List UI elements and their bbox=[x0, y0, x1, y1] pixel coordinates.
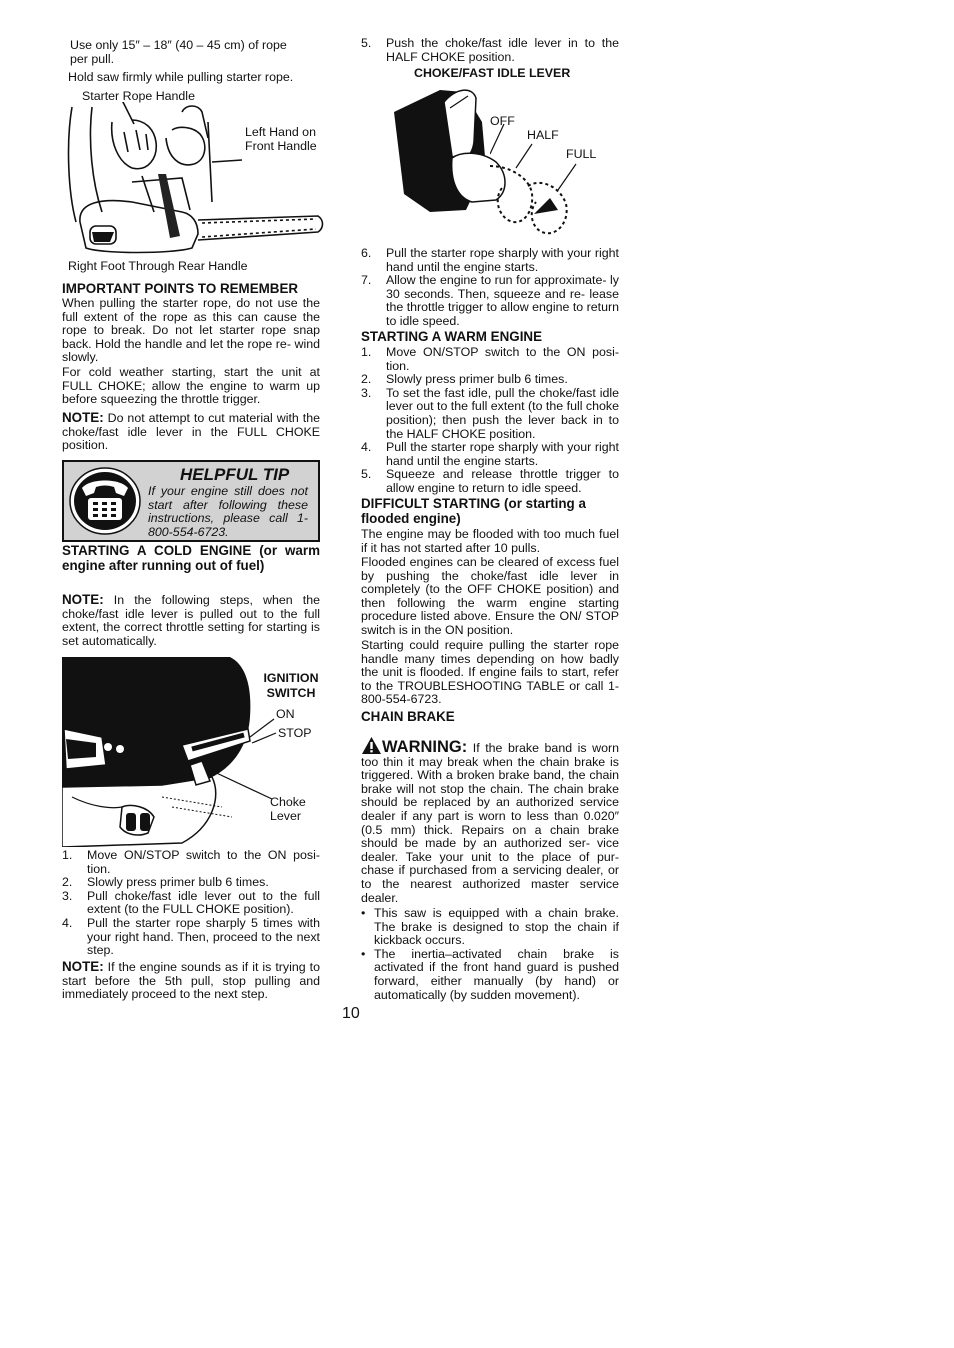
note-text: If the engine sounds as if it is trying to start before the 5th pull, stop pulling and immediately proceed to the next step. bbox=[62, 960, 320, 1002]
list-item: • The inertia–activated chain brake is activated if the front hand guard is pushed forward, either manually (by hand) or automatically (by sudden movement). bbox=[361, 946, 619, 1002]
list-item: 5. Push the choke/fast idle lever in to the HALF CHOKE position. bbox=[361, 36, 619, 64]
list-item: 5. Squeeze and release throttle trigger to allow engine to return to idle speed. bbox=[361, 467, 619, 495]
rope-length-instruction: Use only 15″ – 18″ (40 – 45 cm) of rope per pull. bbox=[70, 38, 287, 66]
chainsaw-start-illustration bbox=[62, 102, 324, 262]
page-number: 10 bbox=[342, 1005, 360, 1022]
list-item: 1. Move ON/STOP switch to the ON posi- tion. bbox=[361, 345, 619, 373]
list-item: • This saw is equipped with a chain brake. The brake is designed to stop the chain if kickback occurs. bbox=[361, 906, 619, 948]
list-item: 3. To set the fast idle, pull the choke/fast idle lever out to the full extent (to the full choke position); then push the lever back in to the HALF CHOKE position. bbox=[361, 385, 619, 441]
ignition-switch-figure bbox=[62, 657, 324, 847]
difficult-starting-heading: DIFFICULT STARTING (or starting a flooded engine) bbox=[361, 496, 586, 526]
helpful-tip-text: If your engine still does not start after following these instructions, please call 1-800-554-6723. bbox=[148, 484, 308, 539]
list-item: 4. Pull the starter rope sharply with your right hand until the engine starts. bbox=[361, 440, 619, 468]
important-points-heading: IMPORTANT POINTS TO REMEMBER bbox=[62, 281, 299, 296]
difficult-starting-para-1: The engine may be flooded with too much fuel if it has not started after 10 pulls. bbox=[361, 527, 619, 555]
chain-brake-heading: CHAIN BRAKE bbox=[361, 709, 455, 724]
important-points-para-1: When pulling the starter rope, do not use the full extent of the rope as this can cause the rope to break. Do not let starter rope snap back. Hold the handle and let the rope re- wind slowly. bbox=[62, 296, 320, 365]
helpful-tip-title: HELPFUL TIP bbox=[180, 465, 290, 484]
warm-engine-heading: STARTING A WARM ENGINE bbox=[361, 329, 543, 344]
warning-text: If the brake band is worn too thin it may break when the chain brake is triggered. With a broken brake band, the chain brake will not stop the chain. The chain brake should be replaced by an authorized service dealer if any part is worn to less than 0.020″ (0.5 mm) thick. Repairs on a chain brake should be made by an authorized ser- vice dealer. Take your unit to the place of pur- chase if purchased from a servicing dealer, or to the nearest authorized master service dealer. bbox=[361, 741, 619, 905]
warning-triangle-icon bbox=[361, 736, 382, 755]
full-label: FULL bbox=[566, 147, 597, 161]
note-label: NOTE: bbox=[62, 410, 104, 425]
note-label: NOTE: bbox=[62, 592, 104, 607]
choke-lever-title: CHOKE/FAST IDLE LEVER bbox=[414, 66, 571, 80]
hold-saw-instruction: Hold saw firmly while pulling starter rope. bbox=[68, 70, 294, 84]
left-hand-label: Left Hand on Front Handle bbox=[245, 125, 317, 153]
cold-engine-steps bbox=[62, 849, 320, 958]
helpful-tip-box bbox=[62, 460, 320, 542]
off-label: OFF bbox=[490, 114, 515, 128]
ignition-switch-label: IGNITION SWITCH bbox=[263, 671, 319, 700]
cold-engine-heading: STARTING A COLD ENGINE (or warm engine after running out of fuel) bbox=[62, 543, 320, 573]
list-item: 3. Pull choke/fast idle lever out to the full extent (to the FULL CHOKE position). bbox=[62, 888, 320, 917]
list-item: 2. Slowly press primer bulb 6 times. bbox=[62, 875, 269, 890]
note-text: Do not attempt to cut material with the choke/fast idle lever in the FULL CHOKE position. bbox=[62, 411, 320, 453]
note-text: In the following steps, when the choke/fast idle lever is pulled out to the full extent, the correct throttle setting for starting is set automatically. bbox=[62, 593, 320, 648]
chain-brake-warning bbox=[361, 736, 619, 905]
choke-lever-figure bbox=[390, 64, 620, 244]
starting-position-figure bbox=[62, 88, 324, 278]
on-label: ON bbox=[276, 707, 295, 721]
list-item: 2. Slowly press primer bulb 6 times. bbox=[361, 372, 568, 387]
cold-engine-note bbox=[62, 593, 320, 648]
important-note bbox=[62, 411, 320, 453]
stop-label: STOP bbox=[278, 726, 312, 740]
half-choke-step bbox=[361, 37, 619, 64]
note-label: NOTE: bbox=[62, 959, 104, 974]
warning-label: WARNING: bbox=[382, 738, 468, 756]
list-item: 6. Pull the starter rope sharply with your right hand until the engine starts. bbox=[361, 246, 619, 274]
chain-brake-bullets bbox=[361, 907, 619, 1002]
run-engine-steps bbox=[361, 247, 619, 329]
important-points-para-2: For cold weather starting, start the unit at FULL CHOKE; allow the engine to warm up before squeezing the throttle trigger. bbox=[62, 365, 320, 407]
difficult-starting-para-3: Starting could require pulling the starter rope handle many times depending on how badly the unit is flooded. If engine fails to start, refer to the TROUBLESHOOTING TABLE or call 1-800-554-6723. bbox=[361, 638, 619, 707]
right-foot-label: Right Foot Through Rear Handle bbox=[68, 259, 248, 273]
telephone-icon bbox=[68, 466, 142, 536]
list-item: 7. Allow the engine to run for approximate- ly 30 seconds. Then, squeeze and re- lease the throttle trigger to allow engine to return to idle speed. bbox=[361, 273, 619, 328]
difficult-starting-para-2: Flooded engines can be cleared of excess fuel by pushing the choke/fast idle lever in completely (to the OFF CHOKE position) and then following the warm engine starting procedure listed above. Ensure the ON/ STOP switch is in the ON position. bbox=[361, 555, 619, 637]
warm-engine-steps bbox=[361, 346, 619, 496]
half-label: HALF bbox=[527, 128, 559, 142]
list-item: 4. Pull the starter rope sharply 5 times with your right hand. Then, proceed to the next step. bbox=[62, 915, 320, 958]
fifth-pull-note bbox=[62, 960, 320, 1002]
starter-rope-handle-label: Starter Rope Handle bbox=[82, 89, 195, 103]
choke-lever-label: Choke Lever bbox=[270, 795, 306, 823]
list-item: 1. Move ON/STOP switch to the ON posi- tion. bbox=[62, 848, 320, 876]
